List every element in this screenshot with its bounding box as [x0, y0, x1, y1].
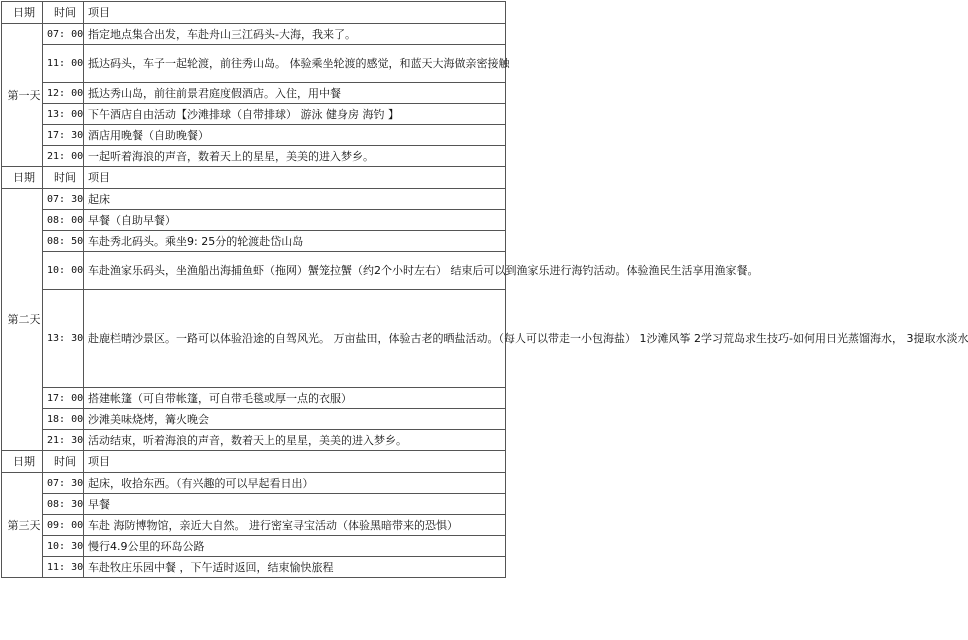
time-cell: 08: 00: [43, 210, 84, 231]
schedule-row: [2, 210, 506, 231]
schedule-row: [2, 409, 506, 430]
schedule-row: [2, 290, 506, 388]
activity-cell: 下午酒店自由活动【沙滩排球（自带排球） 游泳 健身房 海钓 】: [84, 104, 506, 125]
header-row: [2, 167, 506, 189]
header-item: 项目: [84, 167, 506, 189]
header-row: [2, 451, 506, 473]
header-item: 项目: [84, 451, 506, 473]
time-cell: 11: 00: [43, 45, 84, 83]
schedule-row: [2, 231, 506, 252]
time-cell: 08: 30: [43, 494, 84, 515]
itinerary-body: [2, 2, 968, 578]
activity-cell: 慢行4.9公里的环岛公路: [84, 536, 506, 557]
header-time: 时间: [43, 2, 84, 24]
activity-cell: 早餐（自助早餐）: [84, 210, 506, 231]
time-cell: 07: 30: [43, 189, 84, 210]
schedule-row: [2, 557, 506, 578]
time-cell: 08: 50: [43, 231, 84, 252]
activity-cell: 车赴渔家乐码头，坐渔船出海捕鱼虾（拖网）蟹笼拉蟹（约2个小时左右） 结束后可以到渔家乐进行海钓活动。体验渔民生活享用渔家餐。: [84, 252, 506, 290]
activity-cell: 沙滩美味烧烤，篝火晚会: [84, 409, 506, 430]
activity-cell: 起床: [84, 189, 506, 210]
schedule-row: [2, 252, 506, 290]
schedule-row: [2, 473, 506, 494]
header-date: 日期: [2, 451, 43, 473]
time-cell: 10: 30: [43, 536, 84, 557]
day-label: 第二天: [2, 189, 43, 451]
schedule-row: [2, 45, 506, 83]
activity-cell: 搭建帐篷（可自带帐篷，可自带毛毯或厚一点的衣服）: [84, 388, 506, 409]
header-time: 时间: [43, 451, 84, 473]
header-time: 时间: [43, 167, 84, 189]
time-cell: 13: 00: [43, 104, 84, 125]
activity-cell: 一起听着海浪的声音，数着天上的星星，美美的进入梦乡。: [84, 146, 506, 167]
header-row: [2, 2, 506, 24]
time-cell: 12: 00: [43, 83, 84, 104]
schedule-row: [2, 125, 506, 146]
activity-cell: 车赴牧庄乐园中餐 ，下午适时返回，结束愉快旅程: [84, 557, 506, 578]
time-cell: 11: 30: [43, 557, 84, 578]
schedule-row: [2, 83, 506, 104]
time-cell: 18: 00: [43, 409, 84, 430]
time-cell: 17: 30: [43, 125, 84, 146]
itinerary-table: [1, 1, 968, 578]
header-date: 日期: [2, 2, 43, 24]
schedule-container: [1, 1, 968, 578]
activity-cell: 车赴秀北码头。乘坐9: 25分的轮渡赴岱山岛: [84, 231, 506, 252]
time-cell: 07: 00: [43, 24, 84, 45]
time-cell: 17: 00: [43, 388, 84, 409]
time-cell: 10: 00: [43, 252, 84, 290]
activity-cell: 早餐: [84, 494, 506, 515]
activity-cell: 赴鹿栏晴沙景区。一路可以体验沿途的自驾风光。 万亩盐田，体验古老的晒盐活动。（每人可以带走一小包海盐） 1沙滩风筝 2学习荒岛求生技巧-如何用日光蒸馏海水， 3提取水淡水: [84, 290, 506, 388]
activity-cell: 车赴 海防博物馆，亲近大自然。 进行密室寻宝活动（体验黑暗带来的恐惧）: [84, 515, 506, 536]
activity-cell: 指定地点集合出发，车赴舟山三江码头-大海，我来了。: [84, 24, 506, 45]
time-cell: 21: 30: [43, 430, 84, 451]
day-label: 第三天: [2, 473, 43, 578]
activity-cell: 活动结束，听着海浪的声音，数着天上的星星，美美的进入梦乡。: [84, 430, 506, 451]
schedule-row: [2, 430, 506, 451]
schedule-row: [2, 388, 506, 409]
time-cell: 07: 30: [43, 473, 84, 494]
schedule-row: [2, 189, 506, 210]
schedule-row: [2, 536, 506, 557]
activity-cell: 酒店用晚餐（自助晚餐）: [84, 125, 506, 146]
header-date: 日期: [2, 167, 43, 189]
activity-cell: 抵达秀山岛，前往前景君庭度假酒店。入住，用中餐: [84, 83, 506, 104]
time-cell: 13: 30: [43, 290, 84, 388]
schedule-row: [2, 104, 506, 125]
time-cell: 09: 00: [43, 515, 84, 536]
schedule-row: [2, 515, 506, 536]
activity-cell: 起床，收拾东西。（有兴趣的可以早起看日出）: [84, 473, 506, 494]
schedule-row: [2, 494, 506, 515]
schedule-row: [2, 24, 506, 45]
day-label: 第一天: [2, 24, 43, 167]
time-cell: 21: 00: [43, 146, 84, 167]
activity-cell: 抵达码头，车子一起轮渡，前往秀山岛。 体验乘坐轮渡的感觉，和蓝天大海做亲密接触: [84, 45, 506, 83]
header-item: 项目: [84, 2, 506, 24]
schedule-row: [2, 146, 506, 167]
